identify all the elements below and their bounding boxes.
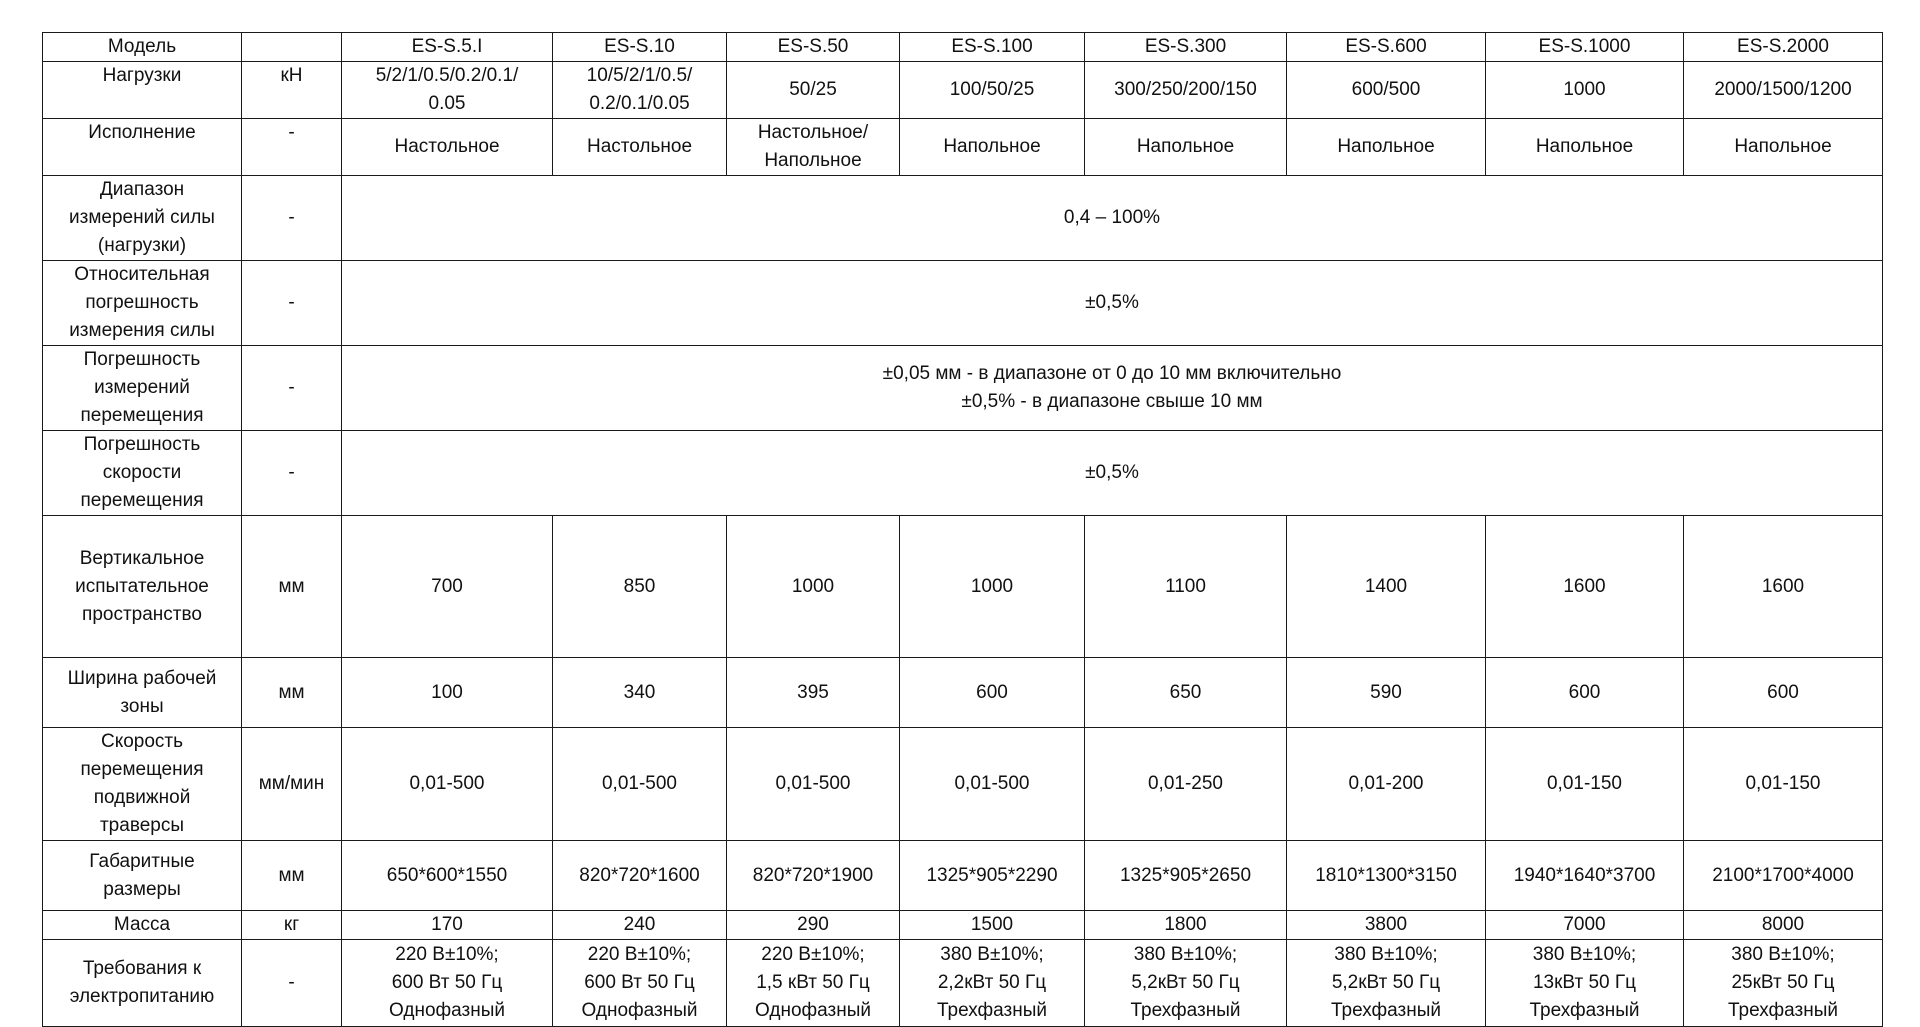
value-cell-line: Трехфазный	[936, 1000, 1047, 1021]
value-cell	[727, 119, 900, 176]
value-cell	[1287, 62, 1486, 119]
value-cell	[900, 119, 1085, 176]
value-cell-line: 220 В±10%;	[587, 944, 692, 965]
row-unit-cell: -	[242, 940, 342, 1027]
row-label-cell-line: погрешность	[85, 292, 199, 313]
value-cell-line: 0,01-250	[1147, 773, 1223, 794]
row-label-cell	[43, 516, 242, 658]
value-cell	[727, 516, 900, 658]
value-cell	[342, 841, 553, 911]
table-row	[43, 940, 1883, 1027]
table-body	[43, 33, 1883, 1027]
value-cell-line: 600	[1767, 681, 1799, 703]
value-cell	[1486, 516, 1684, 658]
row-unit-cell: кг	[242, 911, 342, 940]
value-cell-line: Трехфазный	[1529, 1000, 1640, 1021]
value-cell-line: 700	[431, 575, 463, 597]
value-cell-line: 1800	[1164, 914, 1207, 935]
value-cell	[553, 841, 727, 911]
value-cell	[1684, 841, 1883, 911]
table-row	[43, 516, 1883, 658]
value-cell-line: 1940*1640*3700	[1513, 864, 1656, 886]
row-label-cell-line: Масса	[113, 914, 171, 935]
row-label-cell-line: Ширина рабочей	[67, 667, 217, 689]
value-cell-line: Однофазный	[581, 1000, 698, 1021]
value-cell	[342, 119, 553, 176]
value-cell	[553, 658, 727, 728]
value-cell-line: 600 Вт 50 Гц	[391, 972, 503, 993]
value-cell	[1085, 62, 1287, 119]
value-cell	[1486, 841, 1684, 911]
value-cell	[900, 516, 1085, 658]
row-label-cell	[43, 728, 242, 841]
model-header-cell: ES-S.50	[727, 33, 900, 62]
value-cell	[553, 911, 727, 940]
row-unit-cell: -	[242, 119, 342, 176]
value-cell-line: 3800	[1364, 914, 1408, 935]
row-label-cell-line: перемещения	[80, 490, 204, 511]
row-label-cell	[43, 119, 242, 176]
merged-value-cell	[342, 431, 1883, 516]
row-label-cell-line: размеры	[103, 878, 181, 900]
table-row	[43, 728, 1883, 841]
value-cell	[900, 911, 1085, 940]
value-cell	[1085, 728, 1287, 841]
value-cell-line: 380 В±10%;	[1334, 944, 1438, 965]
table-row	[43, 62, 1883, 119]
value-cell	[553, 119, 727, 176]
value-cell-line: 600	[1568, 681, 1601, 703]
value-cell-line: 1,5 кВт 50 Гц	[756, 972, 870, 993]
row-unit-cell: -	[242, 261, 342, 346]
value-cell	[342, 62, 553, 119]
value-cell-line: 1600	[1563, 575, 1606, 597]
merged-value-cell	[342, 176, 1883, 261]
value-cell-line: 5,2кВт 50 Гц	[1331, 972, 1441, 993]
value-cell-line: 1600	[1761, 575, 1805, 597]
row-label-cell	[43, 431, 242, 516]
value-cell-line: 850	[623, 575, 656, 597]
header-label-cell: Модель	[43, 33, 242, 62]
value-cell	[900, 841, 1085, 911]
row-label-cell-line: перемещения	[80, 405, 204, 426]
value-cell-line: 600/500	[1351, 79, 1421, 100]
row-unit-cell: -	[242, 176, 342, 261]
value-cell-line: 50/25	[789, 79, 837, 100]
row-unit-cell: кН	[242, 62, 342, 119]
value-cell-line: 0.05	[428, 93, 466, 114]
value-cell-line: 13кВт 50 Гц	[1532, 972, 1637, 993]
value-cell	[1287, 911, 1486, 940]
table-row	[43, 346, 1883, 431]
row-label-cell-line: Нагрузки	[102, 65, 182, 86]
value-cell-line: 5/2/1/0.5/0.2/0.1/	[375, 65, 519, 86]
value-cell-line: Напольное	[1734, 136, 1832, 157]
value-cell-line: 1400	[1364, 575, 1408, 597]
row-label-cell-line: Габаритные	[89, 850, 195, 872]
value-cell-line: 100/50/25	[949, 79, 1035, 100]
value-cell-line: 0,01-500	[409, 773, 485, 794]
value-cell	[1486, 940, 1684, 1027]
value-cell	[1684, 911, 1883, 940]
value-cell-line: 600 Вт 50 Гц	[584, 972, 695, 993]
value-cell	[1684, 728, 1883, 841]
row-label-cell-line: Требования к	[82, 958, 202, 979]
model-header-cell: ES-S.300	[1085, 33, 1287, 62]
table-row-header	[43, 33, 1883, 62]
row-label-cell	[43, 658, 242, 728]
value-cell-line: 590	[1370, 681, 1402, 703]
row-label-cell-line: измерений	[94, 377, 190, 398]
value-cell	[1085, 658, 1287, 728]
value-cell-line: 170	[431, 914, 463, 935]
value-cell-line: Напольное	[1337, 136, 1435, 157]
value-cell-line: 380 В±10%;	[1133, 944, 1238, 965]
value-cell	[1486, 62, 1684, 119]
value-cell	[1684, 119, 1883, 176]
row-unit-cell: -	[242, 431, 342, 516]
value-cell-line: 820*720*1600	[579, 864, 700, 886]
merged-value-cell	[342, 261, 1883, 346]
value-cell	[553, 940, 727, 1027]
value-cell-line: 0,01-500	[954, 773, 1030, 794]
value-cell	[1486, 911, 1684, 940]
value-cell	[727, 62, 900, 119]
value-cell-line: Трехфазный	[1330, 1000, 1441, 1021]
row-label-cell-line: зоны	[120, 695, 164, 717]
row-label-cell-line: траверсы	[99, 815, 184, 836]
value-cell	[1684, 62, 1883, 119]
value-cell	[1684, 940, 1883, 1027]
value-cell-line: Настольное/	[757, 122, 869, 143]
value-cell-line: Настольное	[586, 136, 693, 157]
merged-value-cell-line: ±0,5%	[1085, 462, 1139, 483]
value-cell	[342, 658, 553, 728]
value-cell-line: 10/5/2/1/0.5/	[586, 65, 693, 86]
row-unit-cell: -	[242, 346, 342, 431]
value-cell-line: 0,01-500	[601, 773, 677, 794]
value-cell-line: 240	[623, 914, 656, 935]
row-label-cell-line: Погрешность	[83, 434, 201, 455]
row-unit-cell: мм	[242, 516, 342, 658]
model-header-cell: ES-S.100	[900, 33, 1085, 62]
row-label-cell	[43, 346, 242, 431]
row-unit-cell: мм	[242, 658, 342, 728]
row-label-cell	[43, 261, 242, 346]
merged-value-cell-line: ±0,5% - в диапазоне свыше 10 мм	[961, 391, 1263, 412]
value-cell-line: 290	[797, 914, 829, 935]
value-cell	[1287, 119, 1486, 176]
value-cell-line: Напольное	[764, 150, 862, 171]
table-row	[43, 119, 1883, 176]
value-cell	[342, 911, 553, 940]
value-cell-line: 1100	[1165, 575, 1206, 597]
row-label-cell-line: Относительная	[74, 264, 210, 285]
value-cell	[553, 516, 727, 658]
row-label-cell	[43, 176, 242, 261]
value-cell	[1287, 516, 1486, 658]
value-cell-line: 0,01-500	[775, 773, 851, 794]
value-cell	[553, 728, 727, 841]
value-cell	[1085, 119, 1287, 176]
value-cell-line: 820*720*1900	[752, 864, 874, 886]
value-cell	[1287, 940, 1486, 1027]
row-label-cell	[43, 841, 242, 911]
value-cell-line: 0,01-200	[1348, 773, 1424, 794]
model-header-cell: ES-S.5.I	[342, 33, 553, 62]
value-cell	[1486, 728, 1684, 841]
table-row	[43, 261, 1883, 346]
merged-value-cell	[342, 346, 1883, 431]
value-cell-line: 600	[976, 681, 1008, 703]
value-cell-line: 220 В±10%;	[395, 944, 499, 965]
row-label-cell-line: измерения силы	[69, 320, 215, 341]
value-cell-line: Однофазный	[755, 1000, 871, 1021]
value-cell-line: Напольное	[1136, 136, 1235, 157]
merged-value-cell-line: ±0,5%	[1085, 292, 1139, 313]
row-label-cell-line: Скорость	[100, 731, 184, 752]
model-header-cell: ES-S.600	[1287, 33, 1486, 62]
value-cell-line: 1000	[791, 575, 835, 597]
value-cell	[900, 940, 1085, 1027]
value-cell-line: 2000/1500/1200	[1714, 79, 1852, 100]
value-cell	[727, 658, 900, 728]
table-row	[43, 176, 1883, 261]
value-cell-line: 380 В±10%;	[1731, 944, 1835, 965]
merged-value-cell-line: 0,4 – 100%	[1063, 207, 1161, 228]
value-cell	[727, 940, 900, 1027]
row-label-cell-line: Диапазон	[99, 179, 185, 200]
table-row	[43, 431, 1883, 516]
value-cell	[1085, 911, 1287, 940]
value-cell-line: 300/250/200/150	[1114, 79, 1257, 100]
row-label-cell	[43, 62, 242, 119]
value-cell-line: 7000	[1563, 914, 1606, 935]
value-cell-line: 0,01-150	[1745, 773, 1821, 794]
row-unit-cell: мм	[242, 841, 342, 911]
value-cell	[1684, 516, 1883, 658]
table-row	[43, 841, 1883, 911]
value-cell	[342, 940, 553, 1027]
value-cell	[342, 516, 553, 658]
value-cell	[1287, 728, 1486, 841]
model-header-cell: ES-S.1000	[1486, 33, 1684, 62]
row-label-cell-line: скорости	[102, 462, 182, 483]
value-cell-line: 5,2кВт 50 Гц	[1131, 972, 1240, 993]
value-cell-line: 650	[1169, 681, 1202, 703]
value-cell	[1085, 516, 1287, 658]
value-cell-line: 100	[431, 681, 463, 703]
row-label-cell-line: электропитанию	[69, 986, 215, 1007]
value-cell-line: 1000	[1563, 79, 1606, 100]
merged-value-cell-line: ±0,05 мм - в диапазоне от 0 до 10 мм включительно	[882, 363, 1342, 384]
row-label-cell-line: испытательное	[75, 575, 209, 597]
row-label-cell-line: Вертикальное	[79, 547, 205, 569]
value-cell-line: Напольное	[1535, 136, 1634, 157]
value-cell	[1287, 841, 1486, 911]
value-cell-line: 2100*1700*4000	[1712, 864, 1854, 886]
value-cell-line: 2,2кВт 50 Гц	[937, 972, 1047, 993]
value-cell	[553, 62, 727, 119]
value-cell	[727, 841, 900, 911]
table-row	[43, 658, 1883, 728]
value-cell-line: 1810*1300*3150	[1315, 864, 1457, 886]
row-label-cell-line: измерений силы	[69, 207, 215, 228]
value-cell	[900, 62, 1085, 119]
value-cell-line: 380 В±10%;	[940, 944, 1044, 965]
value-cell	[1486, 119, 1684, 176]
model-header-cell: ES-S.10	[553, 33, 727, 62]
value-cell	[1085, 940, 1287, 1027]
value-cell	[1684, 658, 1883, 728]
value-cell	[900, 658, 1085, 728]
value-cell-line: 1325*905*2650	[1119, 864, 1252, 886]
value-cell-line: 1000	[970, 575, 1014, 597]
header-unit-cell	[242, 33, 342, 62]
value-cell-line: 1500	[970, 914, 1014, 935]
value-cell-line: 0.2/0.1/0.05	[589, 93, 690, 114]
value-cell-line: Напольное	[943, 136, 1041, 157]
value-cell	[1486, 658, 1684, 728]
value-cell	[1085, 841, 1287, 911]
value-cell-line: 650*600*1550	[386, 864, 508, 886]
value-cell-line: 0,01-150	[1546, 773, 1622, 794]
row-label-cell-line: подвижной	[93, 787, 191, 808]
value-cell-line: 25кВт 50 Гц	[1731, 972, 1835, 993]
value-cell-line: 395	[797, 681, 829, 703]
value-cell	[727, 728, 900, 841]
row-label-cell-line: пространство	[82, 603, 202, 625]
value-cell	[342, 728, 553, 841]
row-label-cell-line: Погрешность	[83, 349, 201, 370]
value-cell-line: 1325*905*2290	[926, 864, 1058, 886]
row-label-cell-line: Исполнение	[88, 122, 196, 143]
value-cell-line: Настольное	[394, 136, 500, 157]
value-cell	[1287, 658, 1486, 728]
table-row	[43, 911, 1883, 940]
row-unit-cell: мм/мин	[242, 728, 342, 841]
row-label-cell-line: перемещения	[80, 759, 204, 780]
value-cell-line: 8000	[1761, 914, 1805, 935]
value-cell-line: 380 В±10%;	[1532, 944, 1637, 965]
value-cell-line: Трехфазный	[1727, 1000, 1838, 1021]
row-label-cell-line: (нагрузки)	[97, 235, 187, 256]
value-cell-line: Однофазный	[389, 1000, 505, 1021]
value-cell-line: 220 В±10%;	[761, 944, 865, 965]
model-header-cell: ES-S.2000	[1684, 33, 1883, 62]
spec-table	[42, 32, 1883, 1027]
value-cell-line: 340	[623, 681, 656, 703]
row-label-cell	[43, 940, 242, 1027]
value-cell-line: Трехфазный	[1130, 1000, 1241, 1021]
row-label-cell	[43, 911, 242, 940]
value-cell	[727, 911, 900, 940]
value-cell	[900, 728, 1085, 841]
